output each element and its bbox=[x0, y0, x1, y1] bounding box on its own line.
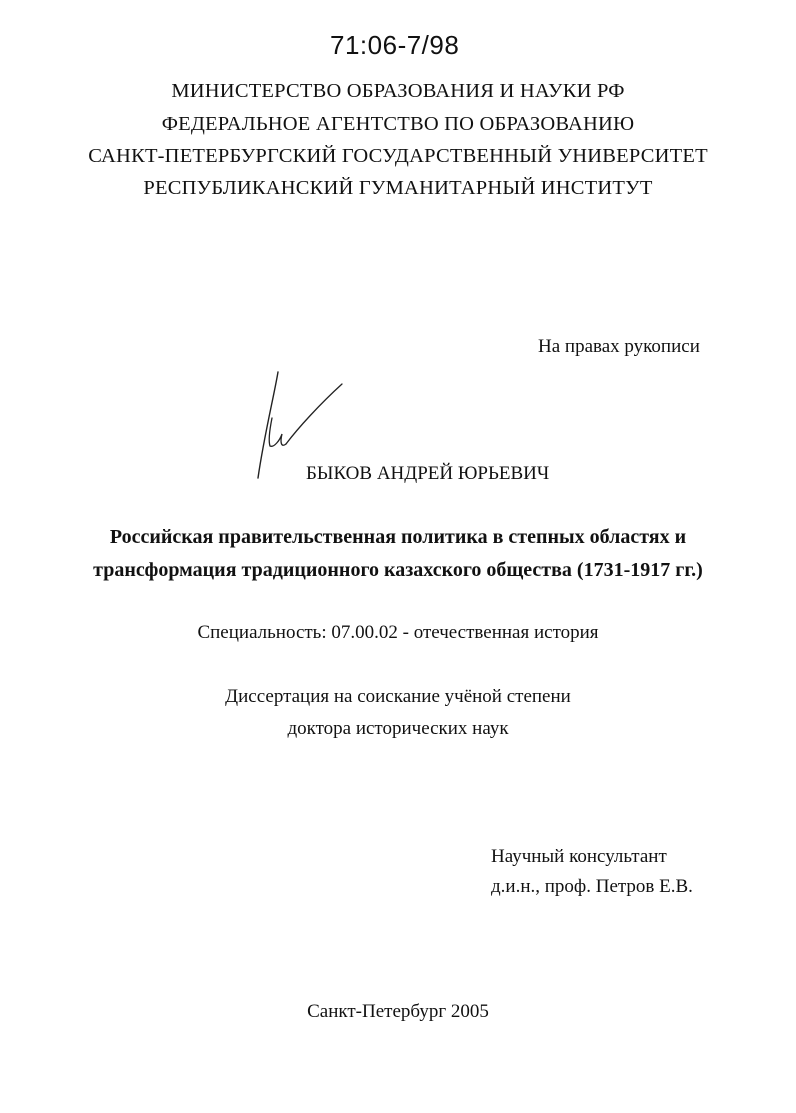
consultant-label: Научный консультант bbox=[491, 846, 667, 867]
degree-line-1: Диссертация на соискание учёной степени bbox=[225, 686, 571, 707]
institution-ministry: МИНИСТЕРСТВО ОБРАЗОВАНИЯ И НАУКИ РФ bbox=[171, 80, 625, 102]
rights-note: На правах рукописи bbox=[538, 336, 700, 357]
degree-line-2: доктора исторических наук bbox=[287, 718, 509, 739]
dissertation-title-line-2: трансформация традиционного казахского общества (1731-1917 гг.) bbox=[93, 559, 703, 581]
institution-agency: ФЕДЕРАЛЬНОЕ АГЕНТСТВО ПО ОБРАЗОВАНИЮ bbox=[161, 113, 635, 135]
dissertation-title-line-1: Российская правительственная политика в степных областях и bbox=[109, 526, 687, 548]
catalog-number: 71:06-7/98 bbox=[330, 30, 460, 60]
consultant-name: д.и.н., проф. Петров Е.В. bbox=[491, 876, 693, 897]
city-year: Санкт-Петербург 2005 bbox=[307, 1001, 489, 1022]
specialty: Специальность: 07.00.02 - отечественная история bbox=[197, 622, 599, 643]
institution-institute: РЕСПУБЛИКАНСКИЙ ГУМАНИТАРНЫЙ ИНСТИТУТ bbox=[143, 177, 653, 199]
author-name: БЫКОВ АНДРЕЙ ЮРЬЕВИЧ bbox=[306, 463, 550, 484]
institution-university: САНКТ-ПЕТЕРБУРГСКИЙ ГОСУДАРСТВЕННЫЙ УНИВЕРСИТЕТ bbox=[88, 145, 708, 167]
